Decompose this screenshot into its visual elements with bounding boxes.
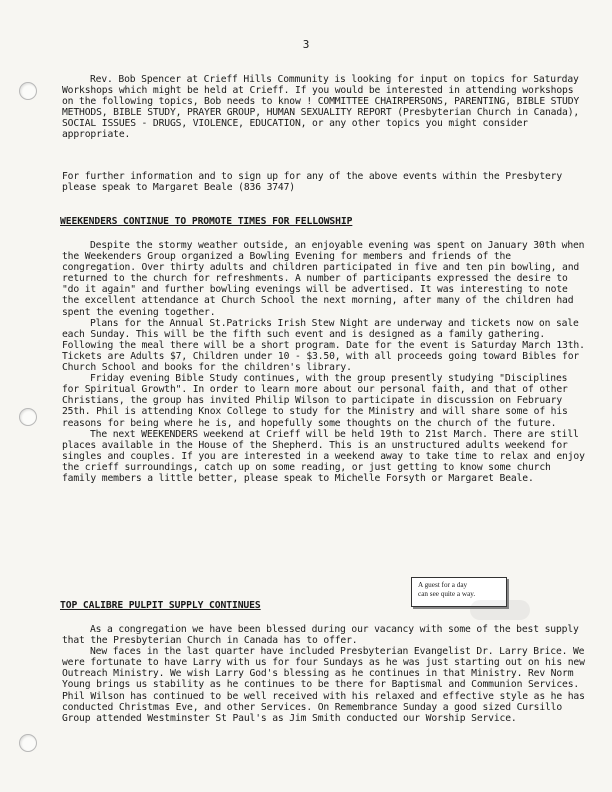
intro-section <box>62 74 586 141</box>
binder-hole-bottom <box>19 734 37 752</box>
bible-study-paragraph: Friday evening Bible Study continues, with the group presently studying "Disciplines for Spiritual Growth". In order to learn more about our personal faith, and that of other Christians, the group has invited Philip Wilson to participate in discussion on February 25th. Phil is attending Knox College to study for the Ministry and will share some of his reasons for being where he is, and hopefully some thoughts on the church of the future. <box>62 373 568 429</box>
section-heading-weekenders: WEEKENDERS CONTINUE TO PROMOTE TIMES FOR FELLOWSHIP <box>60 216 353 227</box>
irish-stew-paragraph: Plans for the Annual St.Patricks Irish Stew Night are underway and tickets now on sale each Sunday. This will be the fifth such event and is designed as a family gathering. Following the meal there will be a short program. Date for the event is Saturday March 13th. Tickets are Adults $7, Children under 10 - $3.50, with all proceeds going toward Bibles for Church School and books for the children's library. <box>62 317 585 374</box>
new-faces-paragraph: New faces in the last quarter have included Presbyterian Evangelist Dr. Larry Brice. We were fortunate to have Larry with us for four Sundays as he was just starting out on his new Outreach Ministry. We wish Larry God's blessing as he continues in that Ministry. Rev Norm Young brings us stability as he continues to be there for Baptismal and Communion Services. Phil Wilson has continued to be well received with his relaxed and effective style as he has conducted Christmas Eve, and other Services. On Remembrance Sunday a good sized Cursillo Group attended Westminster St Paul's as Jim Smith conducted our Worship Service. <box>62 646 585 724</box>
bleed-through-mark <box>470 600 530 620</box>
weekenders-section <box>62 240 586 484</box>
bowling-paragraph: Despite the stormy weather outside, an enjoyable evening was spent on January 30th when the Weekenders Group organized a Bowling Evening for members and friends of the congregation. Over thirty adults and children participated in five and ten pin bowling, and returned to the church for refreshments. A number of participants expressed the desire to "do it again" and further bowling evenings will be advertised. It was interesting to note the excellent attendance at Church School the next morning, after many of the children had spent the evening together. <box>62 240 585 318</box>
pulpit-section <box>62 624 586 724</box>
callout-line-2: can see quite a way. <box>418 590 476 598</box>
contact-paragraph: For further information and to sign up for any of the above events within the Presbytery please speak to Margaret Beale (836 3747) <box>62 171 563 194</box>
page-number: 3 <box>302 38 310 51</box>
section-heading-pulpit: TOP CALIBRE PULPIT SUPPLY CONTINUES <box>60 600 261 611</box>
intro-contact <box>62 171 586 193</box>
binder-hole-middle <box>19 408 37 426</box>
binder-hole-top <box>19 82 37 100</box>
crieff-weekend-paragraph: The next WEEKENDERS weekend at Crieff will be held 19th to 21st March. There are still places available in the House of the Shepherd. This is an unstructured adults weekend for singles and couples. If you are interested in a weekend away to take time to relax and enjoy the crieff surroundings, catch up on some reading, or just getting to know some church family members a little better, please speak to Michelle Forsyth or Margaret Beale. <box>62 428 585 484</box>
callout-line-1: A guest for a day <box>418 581 468 589</box>
workshop-paragraph: Rev. Bob Spencer at Crieff Hills Community is looking for input on topics for Saturday Workshops which might be held at Crieff. If you would be interested in attending workshops on the following topics, Bob needs to know ! COMMITTEE CHAIRPERSONS, PARENTING, BIBLE STUDY METHODS, BIBLE STUDY, PRAYER GROUP, HUMAN SEXUALITY REPORT (Presbyterian Church in Canada), SOCIAL ISSUES - DRUGS, VIOLENCE, EDUCATION, or any other topics you might consider appropriate. <box>62 74 580 141</box>
supply-paragraph: As a congregation we have been blessed during our vacancy with some of the best supply that the Presbyterian Church in Canada has to offer. <box>62 624 579 647</box>
